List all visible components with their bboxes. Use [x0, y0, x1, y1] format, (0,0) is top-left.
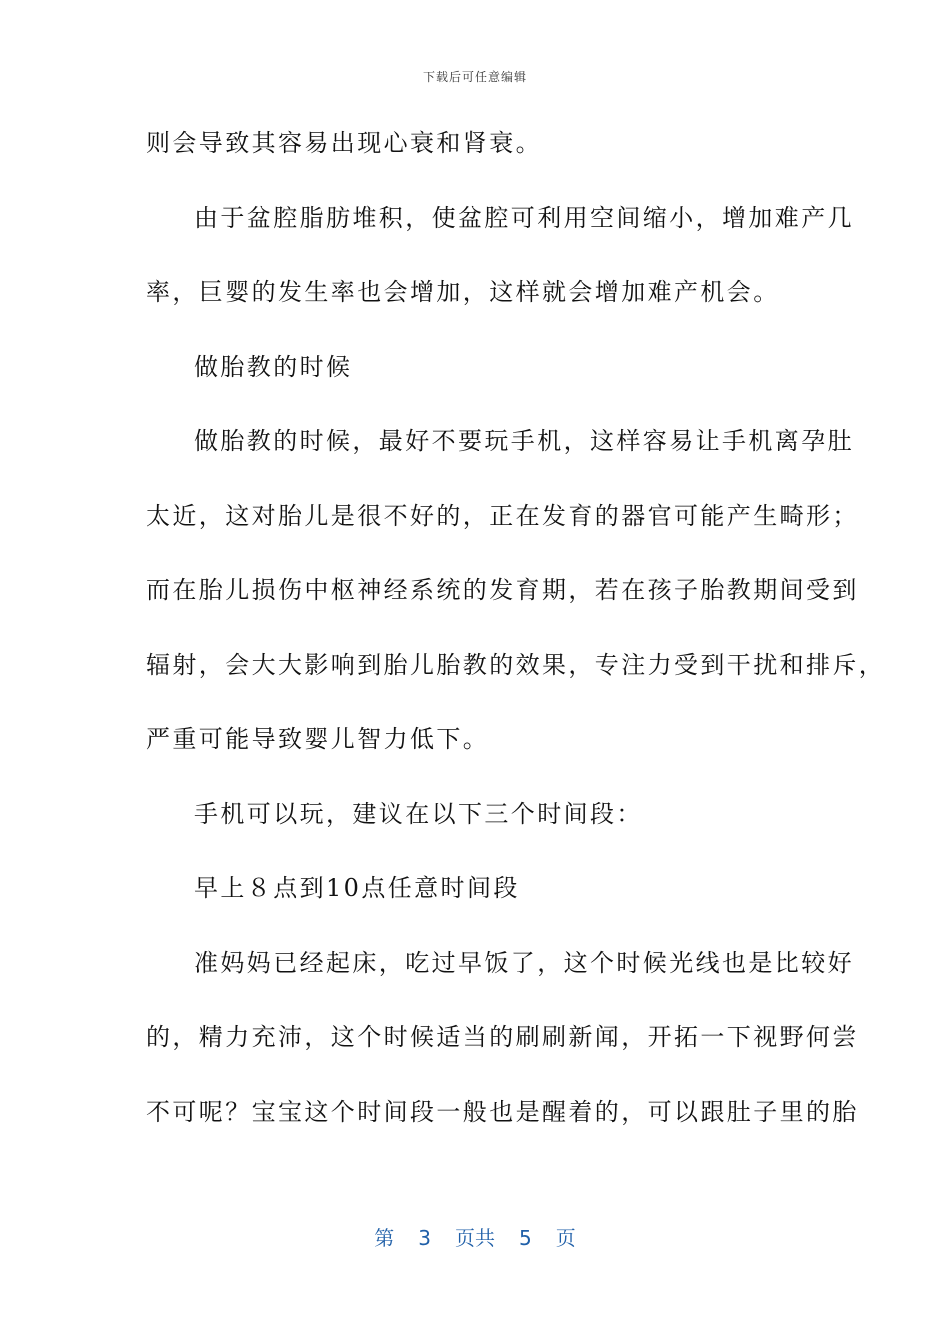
page-footer: [0, 1222, 950, 1251]
section-heading: 早上８点到10点任意时间段: [194, 874, 520, 902]
text-line: 率，巨婴的发生率也会增加，这样就会增加难产机会。: [146, 278, 780, 306]
header-note: 下载后可任意编辑: [422, 70, 527, 84]
text-line: 准妈妈已经起床，吃过早饭了，这个时候光线也是比较好: [194, 948, 854, 977]
footer-middle: 页共: [455, 1226, 495, 1250]
text-line: 而在胎儿损伤中枢神经系统的发育期，若在孩子胎教期间受到: [146, 576, 859, 604]
footer-page-number: 3: [418, 1226, 431, 1250]
footer-suffix: 页: [555, 1226, 576, 1250]
text-line: 严重可能导致婴儿智力低下。: [146, 725, 490, 753]
text-line: 由于盆腔脂肪堆积，使盆腔可利用空间缩小，增加难产几: [194, 203, 854, 232]
footer-total-pages: 5: [519, 1226, 532, 1250]
text-line: 做胎教的时候，最好不要玩手机，这样容易让手机离孕肚: [194, 427, 854, 455]
text-line: 太近，这对胎儿是很不好的，正在发育的器官可能产生畸形；: [146, 501, 859, 530]
text-line: 手机可以玩，建议在以下三个时间段：: [194, 799, 643, 828]
section-heading: 做胎教的时候: [194, 352, 353, 381]
text-line: 的，精力充沛，这个时候适当的刷刷新闻，开拓一下视野何尝: [146, 1023, 859, 1051]
text-line: 不可呢？宝宝这个时间段一般也是醒着的，可以跟肚子里的胎: [146, 1097, 859, 1126]
document-body: [146, 118, 886, 1161]
text-line: 则会导致其容易出现心衰和肾衰。: [146, 129, 542, 157]
text-line: 辐射，会大大影响到胎儿胎教的效果，专注力受到干扰和排斥，: [146, 650, 886, 679]
footer-prefix: 第: [374, 1226, 395, 1250]
